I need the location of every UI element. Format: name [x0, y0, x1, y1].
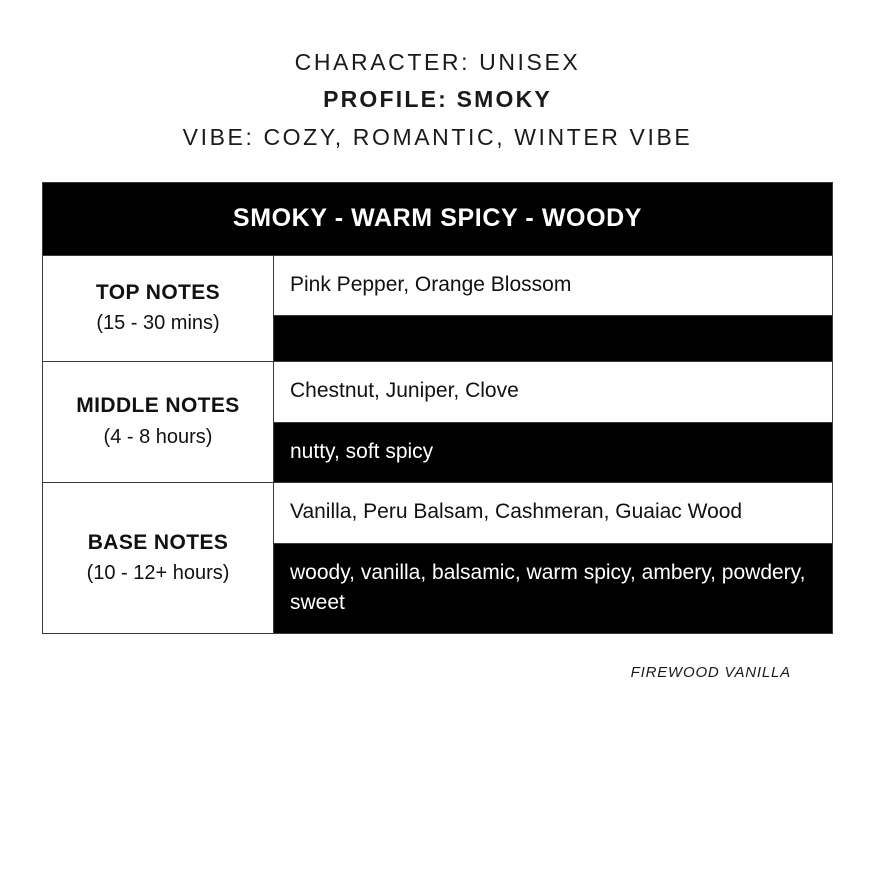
note-content-base [274, 483, 832, 633]
note-timing: (15 - 30 mins) [96, 312, 220, 335]
note-descriptors: woody, vanilla, balsamic, warm spicy, ambery, powdery, sweet [274, 544, 832, 634]
note-name: MIDDLE NOTES [76, 394, 240, 418]
note-ingredients: Chestnut, Juniper, Clove [274, 362, 832, 422]
note-content-top [274, 256, 832, 361]
fragrance-notes-table [42, 182, 833, 635]
note-timing: (10 - 12+ hours) [86, 561, 230, 584]
header-line-character: CHARACTER: UNISEX [294, 49, 581, 75]
note-name: TOP NOTES [95, 280, 221, 304]
note-label-top [43, 256, 274, 361]
header-line-vibe: VIBE: COZY, ROMANTIC, WINTER VIBE [182, 123, 693, 150]
table-row [43, 483, 832, 633]
note-label-base [43, 483, 274, 633]
note-name: BASE NOTES [87, 530, 229, 554]
note-timing: (4 - 8 hours) [103, 425, 213, 448]
table-row [43, 362, 832, 483]
note-descriptors [274, 316, 832, 361]
note-label-middle [43, 362, 274, 482]
footer-caption: FIREWOOD VANILLA [630, 664, 791, 682]
table-title: SMOKY - WARM SPICY - WOODY [43, 183, 832, 256]
header-block [42, 44, 833, 156]
note-descriptors: nutty, soft spicy [274, 423, 832, 482]
header-line-profile: PROFILE: SMOKY [323, 86, 552, 113]
table-row [43, 256, 832, 362]
note-content-middle [274, 362, 832, 482]
note-ingredients: Vanilla, Peru Balsam, Cashmeran, Guaiac Wood [274, 483, 832, 543]
note-ingredients: Pink Pepper, Orange Blossom [274, 256, 832, 316]
